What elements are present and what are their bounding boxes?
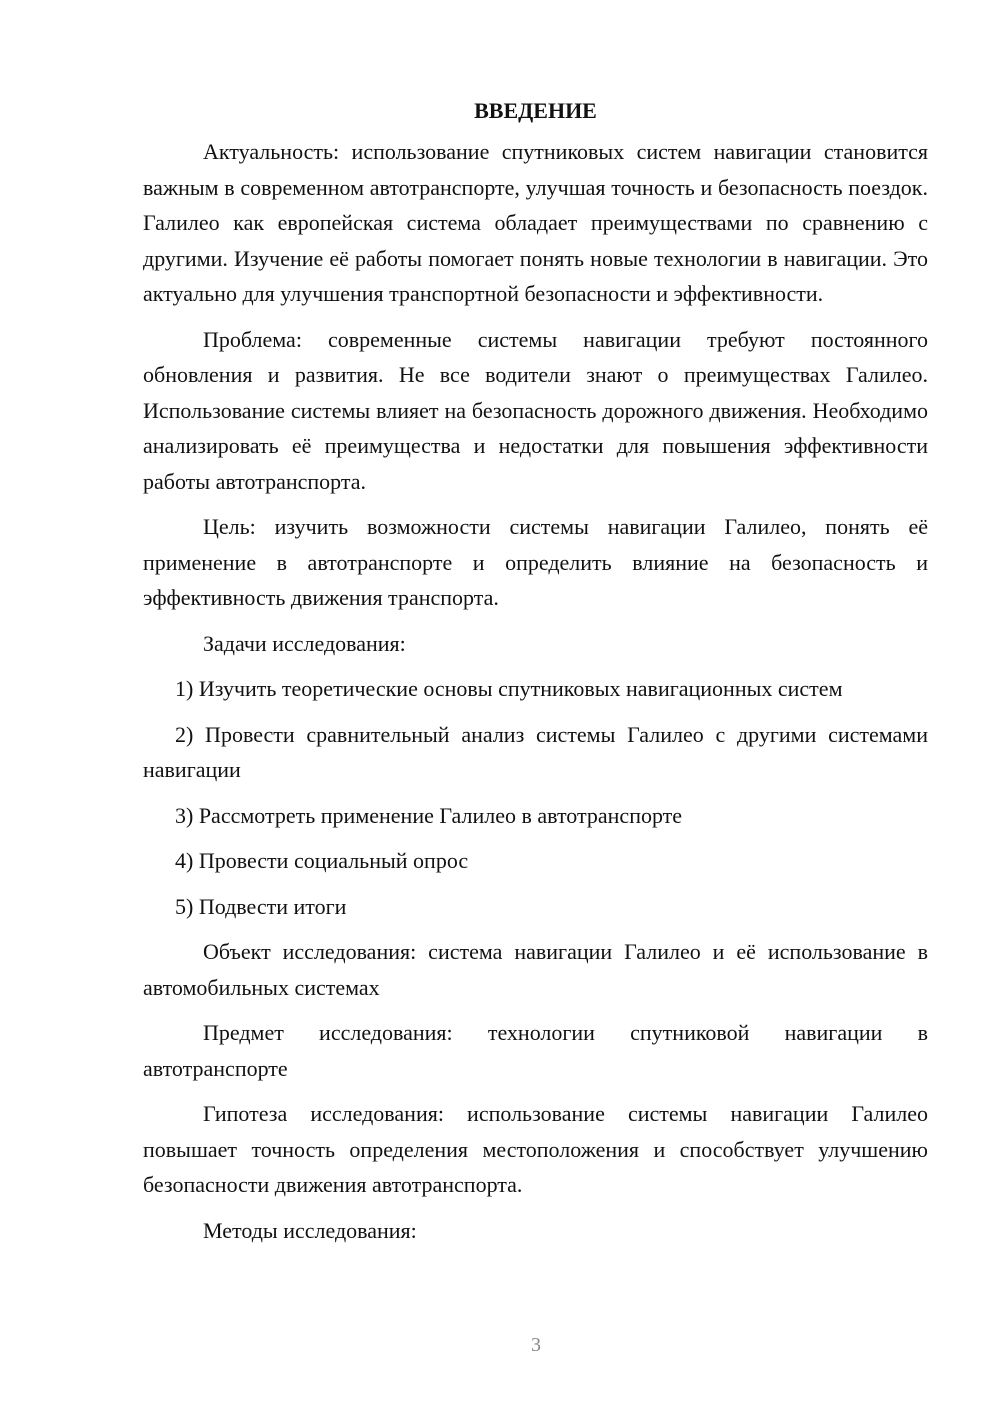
section-title: ВВЕДЕНИЕ	[474, 98, 597, 123]
task-item: 1) Изучить теоретические основы спутниковых навигационных систем	[175, 676, 843, 701]
task-item: 4) Провести социальный опрос	[175, 848, 469, 873]
task-item: 5) Подвести итоги	[175, 893, 347, 919]
relevance-paragraph: Актуальность: использование спутниковых систем навигации становится важным в современном автотранспорте, улучшая точность и безопасность поездок. Галилео как европейская система обладает преимуществами по сравнению с другими. Изучение её работы помогает понять новые технологии в навигации. Это актуально для улучшения транспортной безопасности и эффективности.	[143, 139, 928, 306]
tasks-heading: Задачи исследования:	[203, 630, 406, 656]
subject-paragraph: Предмет исследования: технологии спутниковой навигации в автотранспорте	[143, 1020, 928, 1081]
document-page	[143, 96, 928, 1258]
task-item: 3) Рассмотреть применение Галилео в автотранспорте	[175, 802, 683, 828]
methods-heading: Методы исследования:	[203, 1217, 417, 1243]
goal-paragraph: Цель: изучить возможности системы навигации Галилео, понять её применение в автотранспорте и определить влияние на безопасность и эффективность движения транспорта.	[143, 514, 928, 610]
task-item: 2) Провести сравнительный анализ системы Галилео с другими системами навигации	[143, 721, 928, 782]
page-number: 3	[531, 1334, 541, 1356]
hypothesis-paragraph: Гипотеза исследования: использование системы навигации Галилео повышает точность определения местоположения и способствует улучшению безопасности движения автотранспорта.	[143, 1101, 928, 1197]
object-paragraph: Объект исследования: система навигации Галилео и её использование в автомобильных системах	[143, 939, 928, 1000]
problem-paragraph: Проблема: современные системы навигации требуют постоянного обновления и развития. Не все водители знают о преимуществах Галилео. Использование системы влияет на безопасность дорожного движения. Необходимо анализировать её преимущества и недостатки для повышения эффективности работы автотранспорта.	[143, 326, 928, 494]
